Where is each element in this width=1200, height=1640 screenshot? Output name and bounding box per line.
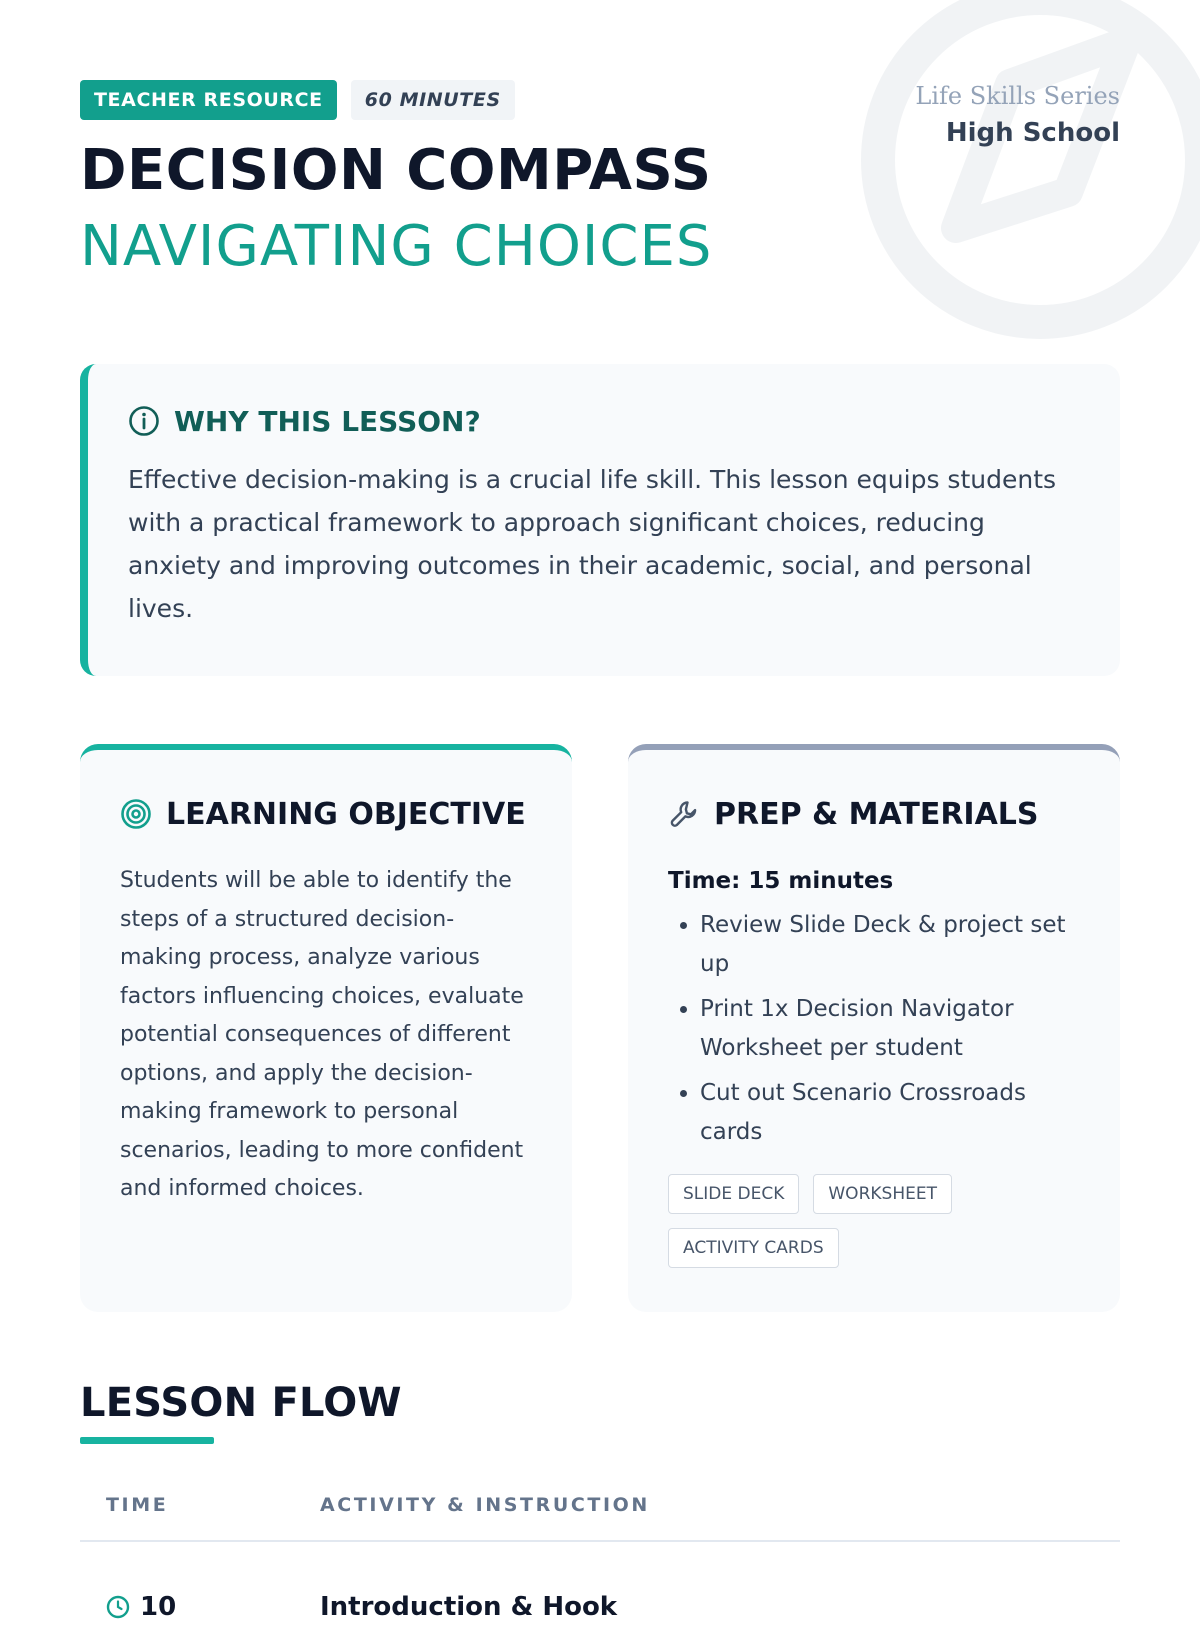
material-tag: ACTIVITY CARDS <box>668 1228 839 1268</box>
table-row <box>80 1580 1120 1640</box>
prep-list-item: • Print 1x Decision Navigator Worksheet per student <box>700 990 1080 1068</box>
lesson-flow-title: LESSON FLOW <box>80 1380 402 1426</box>
compass-watermark-icon <box>858 0 1200 342</box>
learning-objective-card <box>80 744 572 1312</box>
prep-materials-card <box>628 744 1120 1312</box>
why-panel-header <box>128 404 1080 438</box>
flow-table-header <box>80 1486 1120 1542</box>
row-time-value: 10 <box>140 1592 177 1622</box>
page-title: DECISION COMPASS <box>80 138 712 203</box>
clock-icon <box>106 1595 130 1619</box>
prep-header <box>668 794 1080 834</box>
row-activity-title: Introduction & Hook <box>320 1592 618 1622</box>
material-tag: WORKSHEET <box>813 1174 952 1214</box>
info-icon <box>128 405 160 437</box>
series-name: Life Skills Series <box>915 82 1120 110</box>
series-info <box>915 80 1120 152</box>
duration-badge: 60 MINUTES <box>351 80 515 120</box>
prep-time: Time: 15 minutes <box>668 868 894 894</box>
row-time-cell <box>106 1592 176 1622</box>
material-tags <box>668 1174 1088 1268</box>
lesson-flow-underline <box>80 1437 214 1444</box>
series-level: High School <box>945 118 1120 148</box>
material-tag: SLIDE DECK <box>668 1174 799 1214</box>
prep-list <box>668 906 1080 1152</box>
why-panel-title: WHY THIS LESSON? <box>174 404 481 438</box>
prep-list-item: • Cut out Scenario Crossroads cards <box>700 1074 1080 1152</box>
wrench-icon <box>668 798 700 830</box>
objective-title: LEARNING OBJECTIVE <box>166 796 526 832</box>
header-badges <box>80 80 515 120</box>
prep-list-item: • Review Slide Deck & project set up <box>700 906 1080 984</box>
objective-header <box>120 794 532 834</box>
objective-body: Students will be able to identify the steps of a structured decision-making process, analyze various factors influencing choices, evaluate potential consequences of different options, and apply the decision-making framework to personal scenarios, leading to more confident and informed choices. <box>120 868 524 1201</box>
why-this-lesson-panel <box>80 364 1120 676</box>
time-column-header: TIME <box>106 1494 169 1516</box>
why-panel-body: Effective decision-making is a crucial life skill. This lesson equips students with a practical framework to approach significant choices, reducing anxiety and improving outcomes in their academic, social, and personal lives. <box>128 465 1057 623</box>
target-icon <box>120 798 152 830</box>
page-subtitle: NAVIGATING CHOICES <box>80 214 713 279</box>
teacher-resource-badge: TEACHER RESOURCE <box>80 80 337 120</box>
prep-title: PREP & MATERIALS <box>714 796 1039 832</box>
activity-column-header: ACTIVITY & INSTRUCTION <box>320 1494 650 1516</box>
